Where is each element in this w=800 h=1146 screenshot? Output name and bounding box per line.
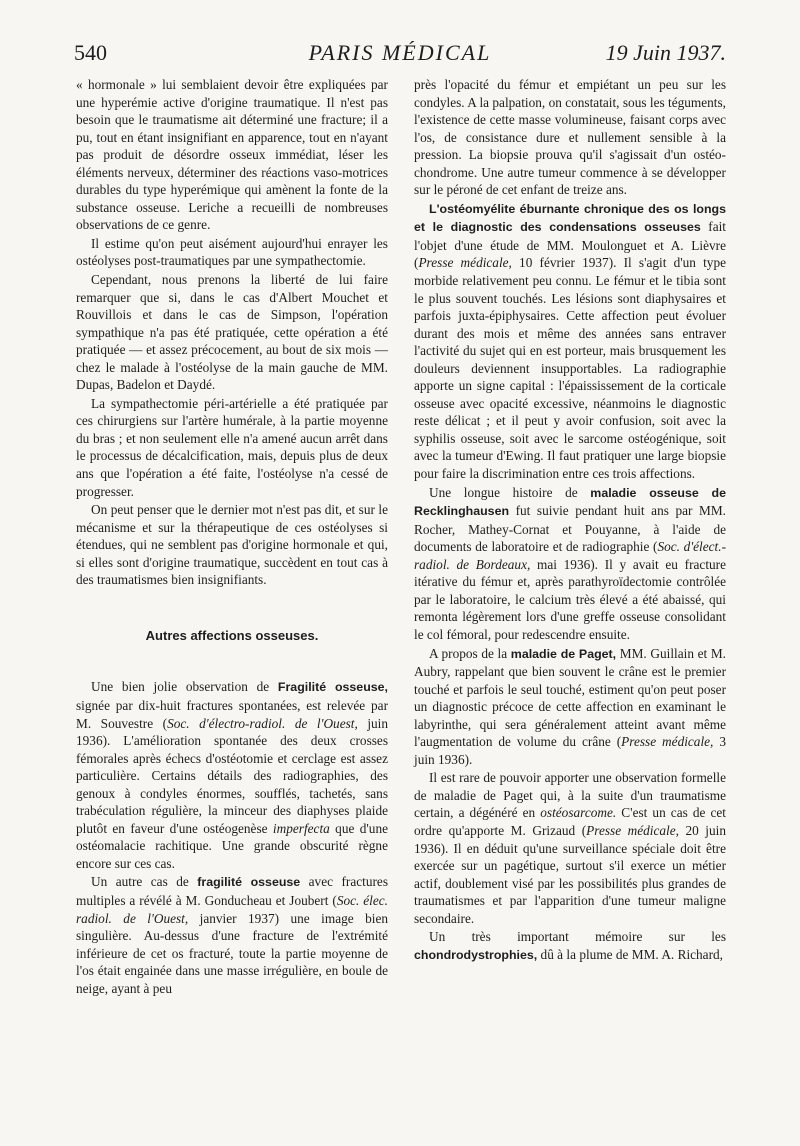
paragraph: « hormonale » lui semblaient devoir être expliquées par une hyperémie active d'origine traumatique. Il n'est pas besoin que le traumatisme ait déterminé une fracture; il a pu, tout en étant insignifiant en apparence, tout en n'ayant pas produit de désordre osseux immédiat, léser les éléments nerveux, déterminer des réactions vaso-motrices durables du type hyperémique qui amènent la fonte de la substance osseuse. Leriche a recueilli de nombreuses observations de ce genre.	[76, 77, 388, 233]
page-header	[74, 38, 726, 72]
section-heading: Autres affections osseuses.	[145, 627, 319, 643]
issue-date: 19 Juin 1937.	[605, 40, 726, 65]
right-column	[414, 76, 726, 964]
paragraph: Il est rare de pouvoir apporter une observation formelle de maladie de Paget qui, à la suite d'un traumatisme certain, a dégénéré en ostéosarcome. C'est un cas de cet ordre qu'apporte M. Grizaud (Presse médicale, 20 juin 1936). Il en déduit qu'une surveillance spéciale doit être exercée sur un pagétique, surtout s'il exerce un métier actif, doublement visé par les possibilités plus grandes de traumatismes et par l'apparition d'une tumeur maligne secondaire.	[414, 770, 726, 926]
paragraph: Une longue histoire de maladie osseuse de Recklinghausen fut suivie pendant huit ans par MM. Rocher, Mathey-Cornat et Pouyanne, à l'aide de documents de laboratoire et de radiographie (Soc. d'élect.-radiol. de Bordeaux, mai 1936). Il y avait eu fracture itérative du fémur et, après parathyroïdectomie contrôlée par le laboratoire, le calcium très élevé a été abaissé, qui remonta légèrement lors d'une greffe osseuse consolidant le col fémoral, pour redescendre ensuite.	[414, 484, 727, 642]
paragraph: La sympathectomie péri-artérielle a été pratiquée par ces chirurgiens sur l'artère humérale, à la partie moyenne du bras ; et non seulement elle n'a amené aucun arrêt dans le processus de décalcification, mais, depuis plus de deux ans que l'opération a été faite, l'ostéolyse n'a cessé de progresser.	[76, 395, 388, 499]
paragraph: A propos de la maladie de Paget, MM. Guillain et M. Aubry, rappelant que bien souvent le crâne est le premier touché et parfois le seul touché, estiment qu'on peut poser un diagnostic précoce de cette affection en examinant le labyrinthe, qui sera généralement atteint avant même l'augmentation de volume du crâne (Presse médicale, 3 juin 1936).	[414, 645, 726, 767]
paragraph: L'ostéomyélite éburnante chronique des os longs et le diagnostic des condensations osseuses fait l'objet d'une étude de MM. Moulonguet et A. Lièvre (Presse médicale, 10 février 1937). Il s'agit d'un type morbide relativement peu connu. Le fémur et le tibia sont le plus souvent touchés. Les lésions sont diaphysaires et parfois juxta-épiphysaires. Cette affection peut évoluer durant des mois et même des années sans entraver l'activité du sujet qui en est porteur, mais brusquement les douleurs deviennent insupportables. La radiographie apporte un signe capital : l'épaississement de la corticale osseuse avec opacité excessive, néanmoins le diagnostic reste délicat ; et il peut y avoir confusion, soit avec la syphilis osseuse, soit avec le sarcome ostéogénique, soit avec la tumeur d'Ewing. Il faut pratiquer une large biopsie pour faire la discrimination entre ces trois affections.	[414, 201, 727, 482]
journal-title: PARIS MÉDICAL	[308, 40, 492, 65]
paragraph: près l'opacité du fémur et empiétant un peu sur les condyles. A la palpation, on constatait, sous les téguments, l'existence de cette masse volumineuse, faisant corps avec l'os, de consistance dure et nullement sensible à la pression. La biopsie prouva qu'il s'agissait d'un ostéo-chondrome. Une autre tumeur commence à se développer sur le péroné de cet enfant de treize ans.	[414, 77, 726, 198]
paragraph: Un très important mémoire sur les chondrodystrophies, dû à la plume de MM. A. Richard,	[414, 929, 726, 962]
paragraph: On peut penser que le dernier mot n'est pas dit, et sur le mécanisme et sur la thérapeutique de ces ostéolyses si étendues, qui ne semblent pas d'origine hormonale et qui, si elles sont d'origine traumatique, succèdent en tout cas à des traumatismes bien insignifiants.	[76, 502, 388, 588]
paragraph: Un autre cas de fragilité osseuse avec fractures multiples a révélé à M. Gonducheau et Joubert (Soc. élec. radiol. de l'Ouest, janvier 1937) une image bien singulière. Au-dessus d'une fracture de l'extrémité inférieure de cet os fracturé, toute la partie moyenne de l'os était engainée dans une masse irrégulière, en boule de neige, ayant à peu	[76, 874, 388, 996]
left-column	[76, 76, 388, 997]
page-number: 540	[74, 40, 107, 65]
paragraph: Cependant, nous prenons la liberté de lui faire remarquer que si, dans le cas d'Albert Mouchet et Rouvillois et dans le cas de Simpson, l'opération sympathique n'a pas été pratiquée, cette opération a été pratiquée — et assez précocement, au bout de six mois — chez le malade à l'ostéolyse de la main gauche de MM. Dupas, Badelon et Daydé.	[76, 272, 388, 393]
paragraph: Il estime qu'on peut aisément aujourd'hui enrayer les ostéolyses post-traumatiques par une sympathectomie.	[76, 235, 388, 269]
paragraph: Une bien jolie observation de Fragilité osseuse, signée par dix-huit fractures spontanées, est relevée par M. Souvestre (Soc. d'électro-radiol. de l'Ouest, juin 1936). L'amélioration spontanée des deux crosses fémorales après échecs d'ostéotomie et cerclage est assez particulière. Certains détails des radiographies, des genoux à condyles énormes, soufflés, tachetés, sans trabéculation régulière, la minceur des diaphyses plaide plutôt en faveur d'une ostéogenèse imperfecta que d'une ostéomalacie rachitique. Une grande obscurité règne encore sur ces cas.	[76, 679, 389, 871]
